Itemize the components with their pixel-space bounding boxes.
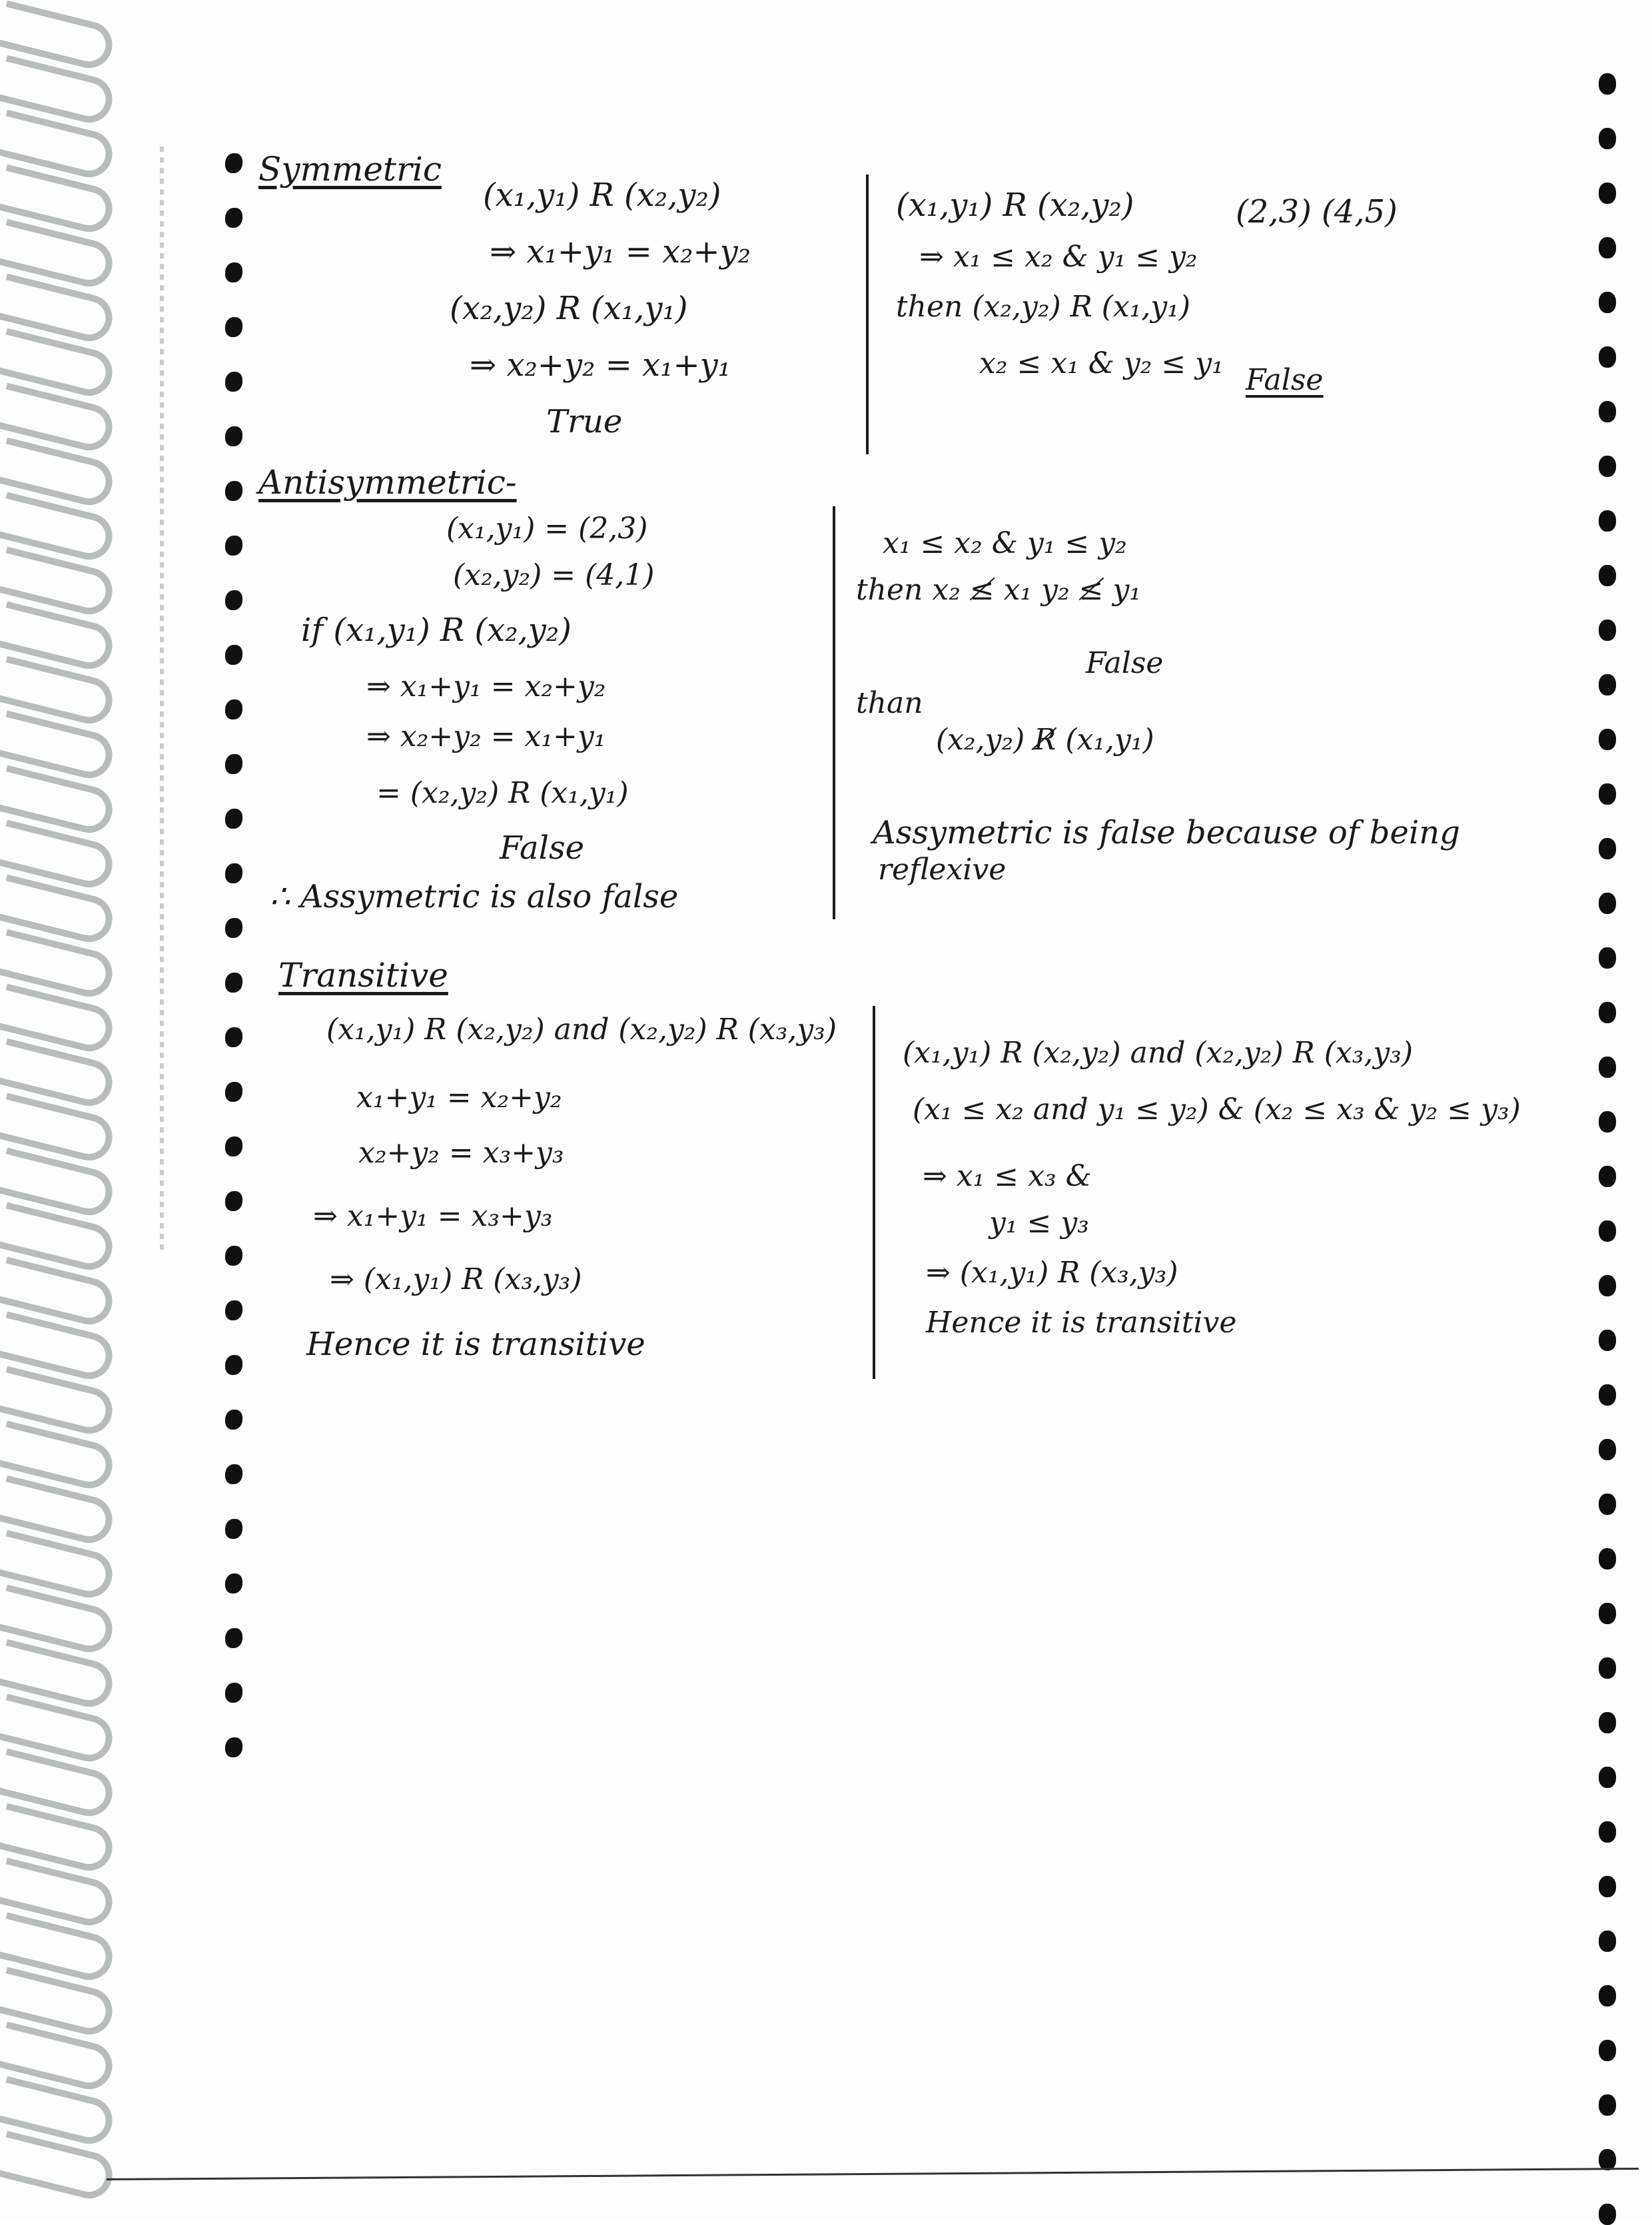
antisymmetric-left-line: False bbox=[500, 829, 585, 867]
edge-hole bbox=[1599, 620, 1616, 641]
spiral-binding bbox=[0, 0, 153, 2221]
edge-hole bbox=[1599, 1002, 1616, 1023]
symmetric-left-line: (x₁,y₁) R (x₂,y₂) bbox=[483, 177, 721, 214]
binding-hole bbox=[225, 1519, 242, 1539]
binding-hole bbox=[225, 208, 242, 228]
transitive-left-line: ⇒ x₁+y₁ = x₃+y₃ bbox=[313, 1199, 553, 1233]
symmetric-right-line: (2,3) (4,5) bbox=[1236, 193, 1398, 230]
edge-hole bbox=[1599, 947, 1616, 969]
transitive-right-line: ⇒ x₁ ≤ x₃ & bbox=[923, 1159, 1092, 1193]
binding-hole bbox=[225, 1246, 242, 1266]
symmetric-left-line: ⇒ x₁+y₁ = x₂+y₂ bbox=[490, 233, 751, 270]
binding-hole bbox=[225, 1737, 242, 1757]
edge-hole bbox=[1599, 729, 1616, 750]
edge-hole bbox=[1599, 1657, 1616, 1679]
symmetric-left-line: True bbox=[546, 403, 623, 440]
binding-hole bbox=[225, 262, 242, 282]
edge-hole bbox=[1599, 1220, 1616, 1242]
binding-hole bbox=[225, 1628, 242, 1648]
edge-hole bbox=[1599, 1384, 1616, 1406]
edge-hole bbox=[1599, 1439, 1616, 1460]
edge-hole bbox=[1599, 838, 1616, 859]
edge-hole bbox=[1599, 2149, 1616, 2170]
binding-hole bbox=[225, 1300, 242, 1320]
edge-hole bbox=[1599, 1494, 1616, 1515]
edge-hole bbox=[1599, 1111, 1616, 1132]
heading-antisymmetric: Antisymmetric- bbox=[258, 463, 517, 502]
edge-hole bbox=[1599, 73, 1616, 95]
edge-hole bbox=[1599, 674, 1616, 695]
edge-hole bbox=[1599, 1985, 1616, 2006]
edge-hole bbox=[1599, 1603, 1616, 1624]
edge-hole bbox=[1599, 237, 1616, 258]
binding-hole bbox=[225, 973, 242, 993]
edge-hole bbox=[1599, 401, 1616, 422]
antisymmetric-right-line: x₁ ≤ x₂ & y₁ ≤ y₂ bbox=[883, 526, 1127, 560]
symmetric-result: False bbox=[1246, 363, 1324, 397]
binding-hole bbox=[225, 809, 242, 829]
edge-hole bbox=[1599, 183, 1616, 204]
antisymmetric-left-line: ⇒ x₁+y₁ = x₂+y₂ bbox=[366, 669, 606, 703]
binding-hole bbox=[225, 918, 242, 938]
binding-hole bbox=[225, 754, 242, 774]
edge-hole bbox=[1599, 2040, 1616, 2061]
transitive-left-line: ⇒ (x₁,y₁) R (x₃,y₃) bbox=[330, 1262, 582, 1296]
edge-hole bbox=[1599, 1876, 1616, 1897]
antisymmetric-divider bbox=[833, 506, 835, 919]
bottom-rule bbox=[107, 2168, 1639, 2180]
edge-hole bbox=[1599, 128, 1616, 149]
edge-hole bbox=[1599, 346, 1616, 368]
edge-hole bbox=[1599, 456, 1616, 477]
binding-hole bbox=[225, 1191, 242, 1211]
edge-hole bbox=[1599, 292, 1616, 313]
margin-line bbox=[160, 147, 164, 1252]
antisymmetric-left-conclusion: ∴ Assymetric is also false bbox=[270, 878, 679, 915]
transitive-right-conclusion: Hence it is transitive bbox=[926, 1306, 1237, 1340]
symmetric-left-line: ⇒ x₂+y₂ = x₁+y₁ bbox=[470, 346, 731, 384]
antisymmetric-left-line: = (x₂,y₂) R (x₁,y₁) bbox=[376, 776, 629, 810]
transitive-right-line: (x₁,y₁) R (x₂,y₂) and (x₂,y₂) R (x₃,y₃) bbox=[903, 1036, 1413, 1070]
binding-hole bbox=[225, 1410, 242, 1430]
antisymmetric-left-line: (x₁,y₁) = (2,3) bbox=[446, 512, 648, 546]
edge-hole bbox=[1599, 1821, 1616, 1843]
edge-hole bbox=[1599, 2094, 1616, 2116]
binding-hole bbox=[225, 699, 242, 719]
edge-hole bbox=[1599, 1712, 1616, 1733]
symmetric-right-line: x₂ ≤ x₁ & y₂ ≤ y₁ bbox=[979, 346, 1224, 380]
edge-hole bbox=[1599, 1330, 1616, 1351]
heading-transitive: Transitive bbox=[278, 956, 448, 995]
antisymmetric-right-line: (x₂,y₂) R̸ (x₁,y₁) bbox=[936, 723, 1154, 757]
edge-hole bbox=[1599, 2204, 1616, 2225]
antisymmetric-left-line: ⇒ x₂+y₂ = x₁+y₁ bbox=[366, 719, 606, 753]
antisymmetric-right-line: than bbox=[856, 686, 923, 720]
edge-hole bbox=[1599, 565, 1616, 586]
edge-hole bbox=[1599, 510, 1616, 532]
edge-hole bbox=[1599, 783, 1616, 805]
symmetric-right-line: then (x₂,y₂) R (x₁,y₁) bbox=[896, 290, 1191, 324]
edge-hole bbox=[1599, 1057, 1616, 1078]
transitive-left-line: (x₁,y₁) R (x₂,y₂) and (x₂,y₂) R (x₃,y₃) bbox=[326, 1013, 837, 1047]
binding-hole bbox=[225, 372, 242, 392]
binding-hole bbox=[225, 590, 242, 610]
edge-hole bbox=[1599, 1275, 1616, 1296]
edge-hole bbox=[1599, 1166, 1616, 1187]
antisymmetric-right-line: reflexive bbox=[878, 853, 1007, 887]
binding-hole bbox=[225, 1683, 242, 1703]
symmetric-right-line: ⇒ x₁ ≤ x₂ & y₁ ≤ y₂ bbox=[919, 240, 1198, 274]
symmetric-divider bbox=[866, 175, 869, 454]
edge-hole bbox=[1599, 1767, 1616, 1788]
antisymmetric-left-line: if (x₁,y₁) R (x₂,y₂) bbox=[301, 612, 572, 649]
binding-hole bbox=[225, 1573, 242, 1593]
symmetric-right-line: (x₁,y₁) R (x₂,y₂) bbox=[896, 187, 1134, 224]
antisymmetric-right-line: then x₂ ≰ x₁ y₂ ≰ y₁ bbox=[856, 573, 1141, 607]
binding-hole bbox=[225, 536, 242, 556]
binding-hole bbox=[225, 645, 242, 665]
edge-hole bbox=[1599, 893, 1616, 914]
transitive-left-conclusion: Hence it is transitive bbox=[306, 1326, 645, 1363]
antisymmetric-right-line: False bbox=[1086, 646, 1164, 680]
binding-hole bbox=[225, 863, 242, 883]
binding-hole bbox=[225, 317, 242, 337]
binding-hole bbox=[225, 1136, 242, 1156]
edge-hole bbox=[1599, 1548, 1616, 1569]
transitive-right-line: ⇒ (x₁,y₁) R (x₃,y₃) bbox=[926, 1256, 1178, 1290]
heading-symmetric: Symmetric bbox=[258, 150, 442, 189]
antisymmetric-left-line: (x₂,y₂) = (4,1) bbox=[453, 558, 655, 592]
binding-hole bbox=[225, 1355, 242, 1375]
antisymmetric-right-conclusion: Assymetric is false because of being bbox=[873, 814, 1460, 851]
binding-hole bbox=[225, 1464, 242, 1484]
edge-hole bbox=[1599, 1931, 1616, 1952]
transitive-right-line: y₁ ≤ y₃ bbox=[989, 1206, 1089, 1240]
symmetric-left-line: (x₂,y₂) R (x₁,y₁) bbox=[450, 290, 688, 327]
binding-hole bbox=[225, 1082, 242, 1102]
binding-hole bbox=[225, 1027, 242, 1047]
binding-hole bbox=[225, 153, 242, 173]
transitive-divider bbox=[873, 1006, 875, 1379]
transitive-left-line: x₂+y₂ = x₃+y₃ bbox=[358, 1136, 564, 1170]
binding-hole bbox=[225, 481, 242, 501]
binding-hole bbox=[225, 426, 242, 446]
spiral-coil bbox=[0, 2130, 117, 2203]
transitive-right-line: (x₁ ≤ x₂ and y₁ ≤ y₂) & (x₂ ≤ x₃ & y₂ ≤ y₃) bbox=[913, 1093, 1521, 1126]
transitive-left-line: x₁+y₁ = x₂+y₂ bbox=[356, 1081, 562, 1114]
